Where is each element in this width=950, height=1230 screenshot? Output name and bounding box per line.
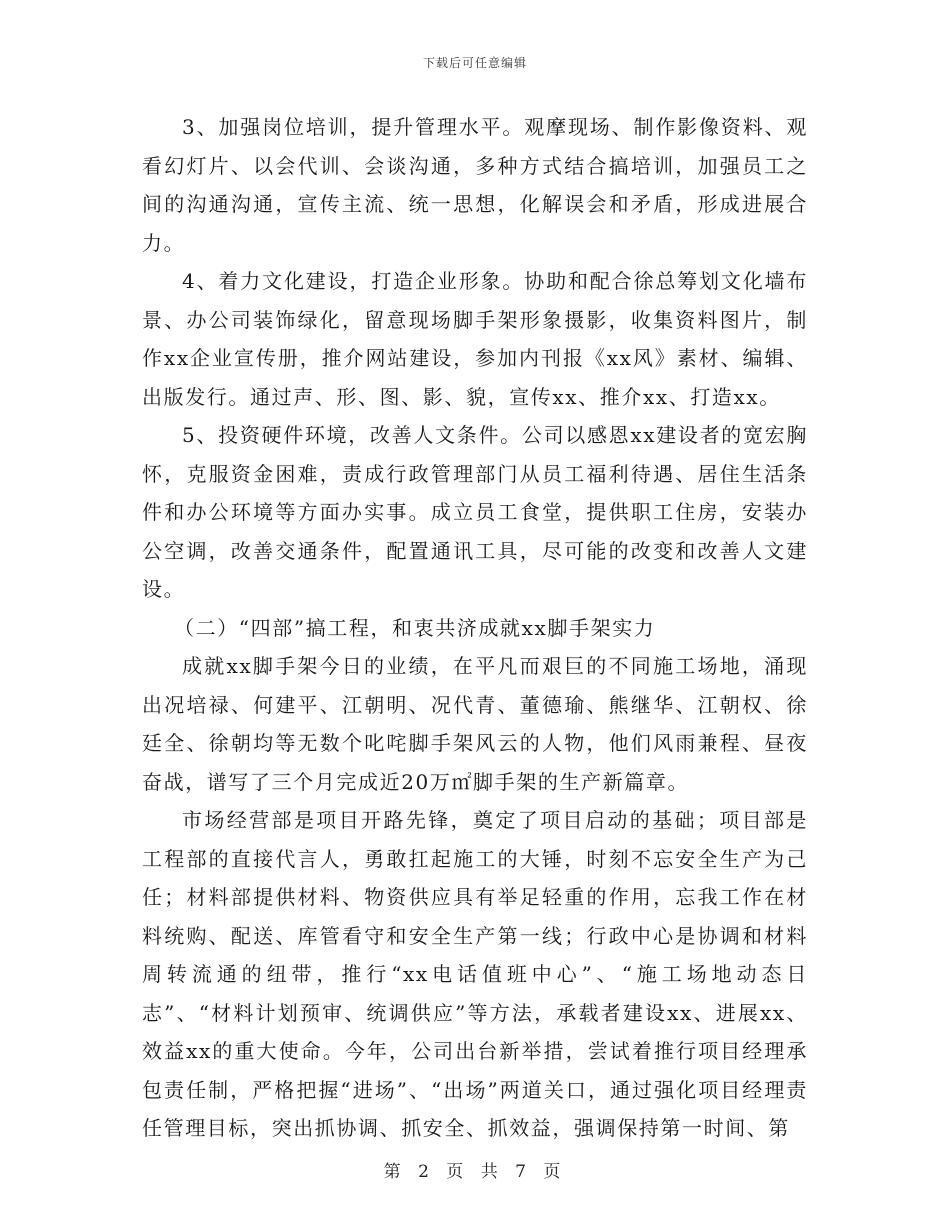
header-note: 下载后可任意编辑 [422,56,527,70]
paragraph-investment: 5、投资硬件环境，改善人文条件。公司以感恩xx建设者的宽宏胸怀，克服资金困难，责成行政管理部门从员工福利待遇、居住生活条件和办公环境等方面办实事。成立员工食堂，提供职工住房，安装办公空调，改善交通条件，配置通讯工具，尽可能的改变和改善人文建设。 [142,423,808,601]
page-number: 第 2 页 共 7 页 [383,1162,567,1182]
paragraph-departments: 市场经营部是项目开路先锋，奠定了项目启动的基础；项目部是工程部的直接代言人，勇敢扛起施工的大锤，时刻不忘安全生产为己任；材料部提供材料、物资供应具有举足轻重的作用，忘我工作在材料统购、配送、库管看守和安全生产第一线；行政中心是协调和材料周转流通的纽带，推行“xx电话值班中心”、“施工场地动态日志”、“材料计划预审、统调供应”等方法，承载者建设xx、进展xx、效益xx的重大使命。今年，公司出台新举措，尝试着推行项目经理承包责任制，严格把握“进场”、“出场”两道关口，通过强化项目经理责任管理目标，突出抓协调、抓安全、抓效益，强调保持第一时间、第 [142,808,808,1140]
paragraph-training: 3、加强岗位培训，提升管理水平。观摩现场、制作影像资料、观看幻灯片、以会代训、会谈沟通，多种方式结合搞培训，加强员工之间的沟通沟通，宣传主流、统一思想，化解误会和矛盾，形成进展合力。 [142,115,808,255]
paragraph-culture: 4、着力文化建设，打造企业形象。协助和配合徐总筹划文化墙布景、办公司装饰绿化，留意现场脚手架形象摄影，收集资料图片，制作xx企业宣传册，推介网站建设，参加内刊报《xx风》素材、编辑、出版发行。通过声、形、图、影、貌，宣传xx、推介xx、打造xx。 [142,269,808,409]
paragraph-achievements: 成就xx脚手架今日的业绩，在平凡而艰巨的不同施工场地，涌现出况培禄、何建平、江朝明、况代青、董德瑜、熊继华、江朝权、徐廷全、徐朝均等无数个叱咤脚手架风云的人物，他们风雨兼程、昼夜奋战，谱写了三个月完成近20万㎡脚手架的生产新篇章。 [142,654,808,794]
document-body [142,108,808,1148]
section-heading: （二）“四部”搞工程，和衷共济成就xx脚手架实力 [174,615,656,640]
